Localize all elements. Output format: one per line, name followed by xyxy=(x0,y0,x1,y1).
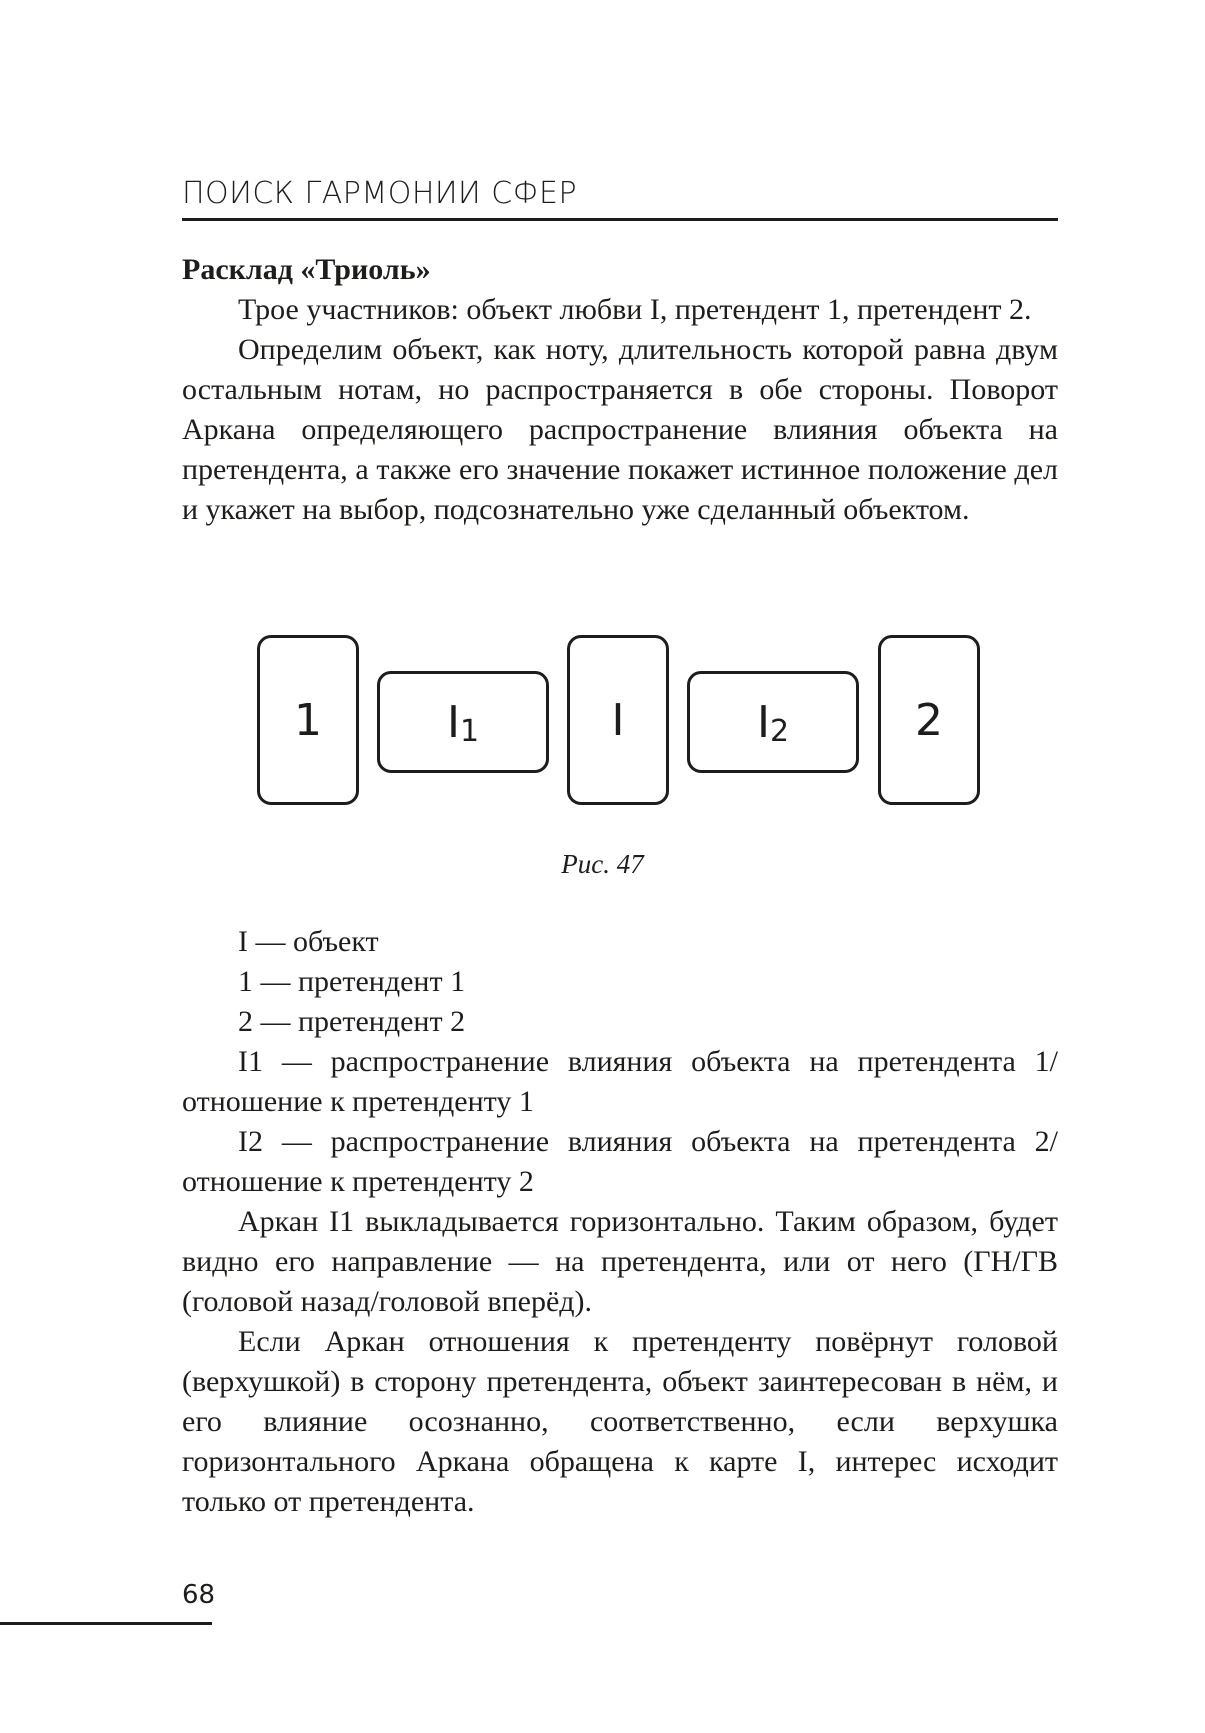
card-i1-horizontal xyxy=(377,671,549,773)
footer-rule xyxy=(0,1622,212,1625)
legend-item: I — объект xyxy=(238,925,379,958)
header-rule xyxy=(182,218,1058,221)
card-1 xyxy=(257,635,359,805)
page-number: 68 xyxy=(182,1580,216,1610)
card-label: $I_2$ xyxy=(756,696,790,749)
card-object xyxy=(567,635,669,805)
figure-caption: Рис. 47 xyxy=(561,849,644,879)
card-i2-horizontal xyxy=(687,671,859,773)
card-label: 1 xyxy=(294,694,322,746)
card-label: I xyxy=(611,694,625,746)
paragraph: Аркан I1 выкладывается горизонтально. Таким образом, будет видно его направление — на претендента, или от него (ГН/ГВ (головой назад/головой вперёд). xyxy=(182,1205,1058,1318)
legend-item: I1 — распространение влияния объекта на претендента 1/отношение к претенденту 1 xyxy=(182,1045,1058,1118)
running-title: ПОИСК ГАРМОНИИ СФЕР xyxy=(182,176,578,211)
card-label: $I_1$ xyxy=(446,696,480,749)
paragraph: Если Аркан отношения к претенденту повёрнут головой (верхушкой) в сторону претендента, объект заинтересован в нём, и его влияние осознанно, соответственно, если верхушка горизонтального Аркана обращена к карте I, интерес исходит только от претендента. xyxy=(182,1325,1058,1518)
section-title: Расклад «Триоль» xyxy=(182,253,431,286)
legend-item: 1 — претендент 1 xyxy=(238,965,466,998)
paragraph: Трое участников: объект любви I, претендент 1, претендент 2. xyxy=(238,293,1032,326)
paragraph: Определим объект, как ноту, длительность которой равна двум остальным нотам, но распространяется в обе стороны. Поворот Аркана определяющего распространение влияния объекта на претендента, а также его значение покажет истинное положение дел и укажет на выбор, подсознательно уже сделанный объектом. xyxy=(182,333,1058,526)
card-2 xyxy=(878,635,980,805)
intro-text xyxy=(182,290,1058,530)
legend-item: I2 — распространение влияния объекта на претендента 2/ отношение к претенденту 2 xyxy=(182,1125,1058,1198)
card-label: 2 xyxy=(915,694,943,746)
legend-item: 2 — претендент 2 xyxy=(238,1005,466,1038)
legend-text xyxy=(182,922,1058,1522)
